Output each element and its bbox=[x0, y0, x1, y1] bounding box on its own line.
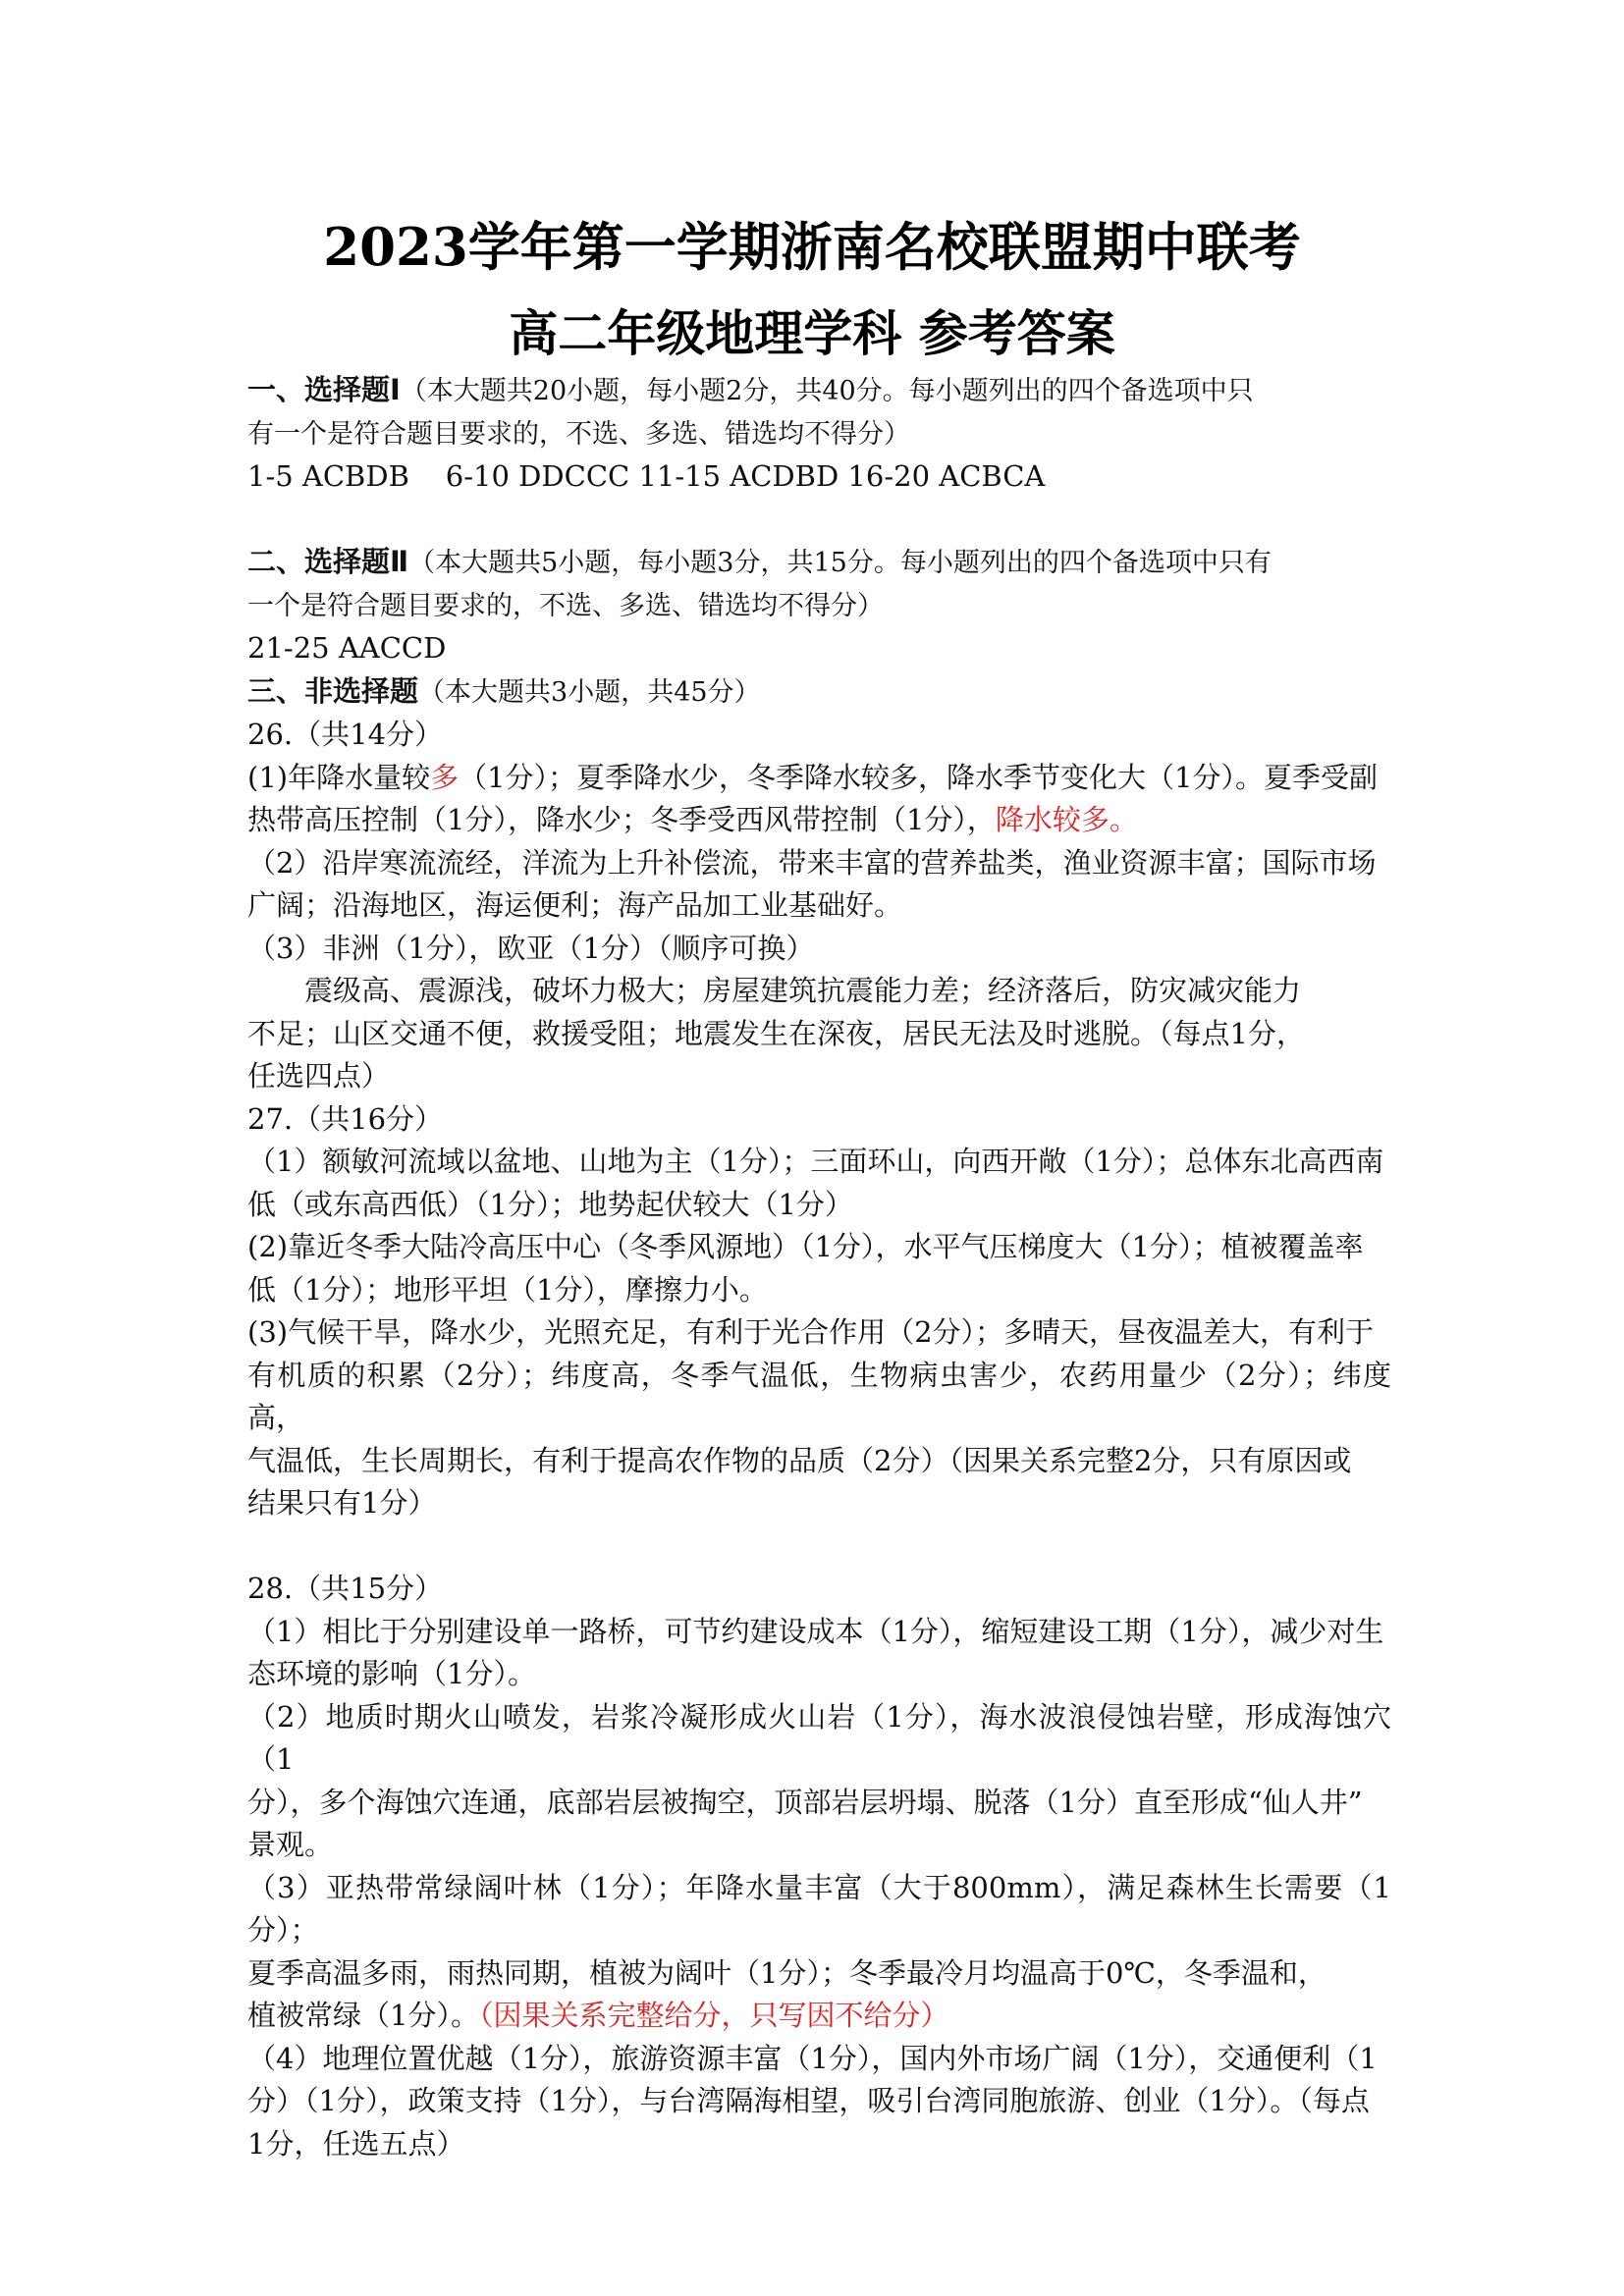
q28-part4-line3: 1分，任选五点） bbox=[247, 2126, 465, 2161]
q28-part3-line2: 夏季高温多雨，雨热同期，植被为阔叶（1分）；冬季最冷月均温高于0℃，冬季温和， bbox=[247, 1955, 1326, 1990]
q27-part3-line3: 气温低，生长周期长，有利于提高农作物的品质（2分）（因果关系完整2分，只有原因或 bbox=[247, 1443, 1352, 1477]
q28-part3-line3 bbox=[247, 1995, 1391, 2038]
q28-head: 28.（共15分） bbox=[247, 1572, 444, 1605]
q28-part2-line1: （2）地质时期火山喷发，岩浆冷凝形成火山岩（1分），海水波浪侵蚀岩壁，形成海蚀穴（1 bbox=[247, 1699, 1391, 1776]
q26-part1-text-c: 热带高压控制（1分），降水少；冬季受西风带控制（1分）， bbox=[247, 803, 996, 836]
q26-part1-red-a: 多 bbox=[430, 760, 460, 794]
section-2-answers: 21-25 AACCD bbox=[247, 631, 447, 665]
q26-part1-red-b: 降水较多。 bbox=[995, 803, 1138, 836]
section-1-header bbox=[247, 369, 1391, 413]
q26-part1-text-a: (1)年降水量较 bbox=[247, 760, 431, 794]
spacer bbox=[247, 1525, 1391, 1569]
q27-head: 27.（共16分） bbox=[247, 1101, 444, 1136]
q27-part2-line1: (2)靠近冬季大陆冷高压中心（冬季风源地）（1分），水平气压梯度大（1分）；植被覆盖率 bbox=[247, 1230, 1364, 1263]
section-2-heading: 二、选择题Ⅱ bbox=[247, 545, 409, 578]
q26-part1-line1 bbox=[247, 757, 1391, 800]
q28-part1-line1: （1）相比于分别建设单一路桥，可节约建设成本（1分），缩短建设工期（1分），减少对生 bbox=[247, 1614, 1384, 1648]
q26-part2-line2: 广阔；沿海地区，海运便利；海产品加工业基础好。 bbox=[247, 888, 903, 922]
section-2-note-line1: （本大题共5小题，每小题3分，共15分。每小题列出的四个备选项中只有 bbox=[408, 548, 1272, 578]
q27-part1-line1: （1）额敏河流域以盆地、山地为主（1分）；三面环山，向西开敞（1分）；总体东北高西南 bbox=[247, 1145, 1384, 1178]
section-1-note-line2: 有一个是符合题目要求的，不选、多选、错选均不得分） bbox=[247, 418, 910, 450]
q26-part3: （3）非洲（1分），欧亚（1分）（顺序可换） bbox=[247, 931, 815, 965]
section-3-note: （本大题共3小题，共45分） bbox=[418, 676, 761, 708]
q28-part2-line3: 景观。 bbox=[247, 1828, 334, 1861]
q26-part4-line3: 任选四点） bbox=[247, 1059, 391, 1093]
q27-part3-line1: (3)气候干旱，降水少，光照充足，有利于光合作用（2分）；多晴天，昼夜温差大，有利于 bbox=[247, 1315, 1375, 1349]
page-subtitle: 高二年级地理学科 参考答案 bbox=[509, 304, 1115, 362]
q26-head: 26.（共14分） bbox=[247, 718, 444, 751]
q27-part1-line2: 低（或东高西低）（1分）；地势起伏较大（1分） bbox=[247, 1187, 853, 1221]
section-1-answers: 1-5 ACBDB 6-10 DDCCC 11-15 ACDBD 16-20 ACBCA bbox=[247, 459, 1046, 493]
q28-part2-line2: 分），多个海蚀穴连通，底部岩层被掏空，顶部岩层坍塌、脱落（1分）直至形成“仙人井” bbox=[247, 1785, 1363, 1819]
section-1-heading: 一、选择题Ⅰ bbox=[247, 373, 401, 406]
q28-part4-line2: 分）（1分），政策支持（1分），与台湾隔海相望，吸引台湾同胞旅游、创业（1分）。（每点 bbox=[247, 2084, 1370, 2117]
spacer bbox=[247, 499, 1391, 542]
section-2-note-line2: 一个是符合题目要求的，不选、多选、错选均不得分） bbox=[247, 590, 884, 621]
q28-part1-line2: 态环境的影响（1分）。 bbox=[247, 1657, 536, 1690]
q28-part3-text: 植被常绿（1分）。 bbox=[247, 1999, 479, 2032]
q26-part4-line2: 不足；山区交通不便，救援受阻；地震发生在深夜，居民无法及时逃脱。（每点1分， bbox=[247, 1016, 1305, 1050]
q28-part3-line1: （3）亚热带常绿阔叶林（1分）；年降水量丰富（大于800mm），满足森林生长需要（1分）； bbox=[247, 1870, 1391, 1947]
page-title: 2023学年第一学期浙南名校联盟期中联考 bbox=[323, 217, 1301, 278]
section-3-heading: 三、非选择题 bbox=[247, 673, 419, 708]
q28-part4-line1: （4）地理位置优越（1分），旅游资源丰富（1分），国内外市场广阔（1分），交通便利（1 bbox=[247, 2041, 1378, 2075]
q26-part1-line2 bbox=[247, 799, 1391, 842]
answer-body bbox=[247, 369, 1391, 2165]
q26-part1-text-b: （1分）；夏季降水少，冬季降水较多，降水季节变化大（1分）。夏季受副 bbox=[459, 760, 1379, 794]
q26-part2-line1: （2）沿岸寒流流经，洋流为上升补偿流，带来丰富的营养盐类，渔业资源丰富；国际市场 bbox=[247, 845, 1377, 880]
q27-part2-line2: 低（1分）；地形平坦（1分），摩擦力小。 bbox=[247, 1272, 768, 1307]
q27-part3-line2: 有机质的积累（2分）；纬度高，冬季气温低，生物病虫害少，农药用量少（2分）；纬度高， bbox=[247, 1358, 1391, 1434]
section-1-note-line1: （本大题共20小题，每小题2分，共40分。每小题列出的四个备选项中只 bbox=[400, 376, 1254, 406]
q27-part3-line4: 结果只有1分） bbox=[247, 1486, 437, 1520]
q26-part4-line1: 震级高、震源浅，破坏力极大；房屋建筑抗震能力差；经济落后，防灾减灾能力 bbox=[304, 974, 1302, 1007]
section-2-header bbox=[247, 541, 1391, 585]
section-3-header bbox=[247, 670, 1391, 715]
q28-part3-red-note: （因果关系完整给分，只写因不给分） bbox=[478, 1999, 949, 2032]
